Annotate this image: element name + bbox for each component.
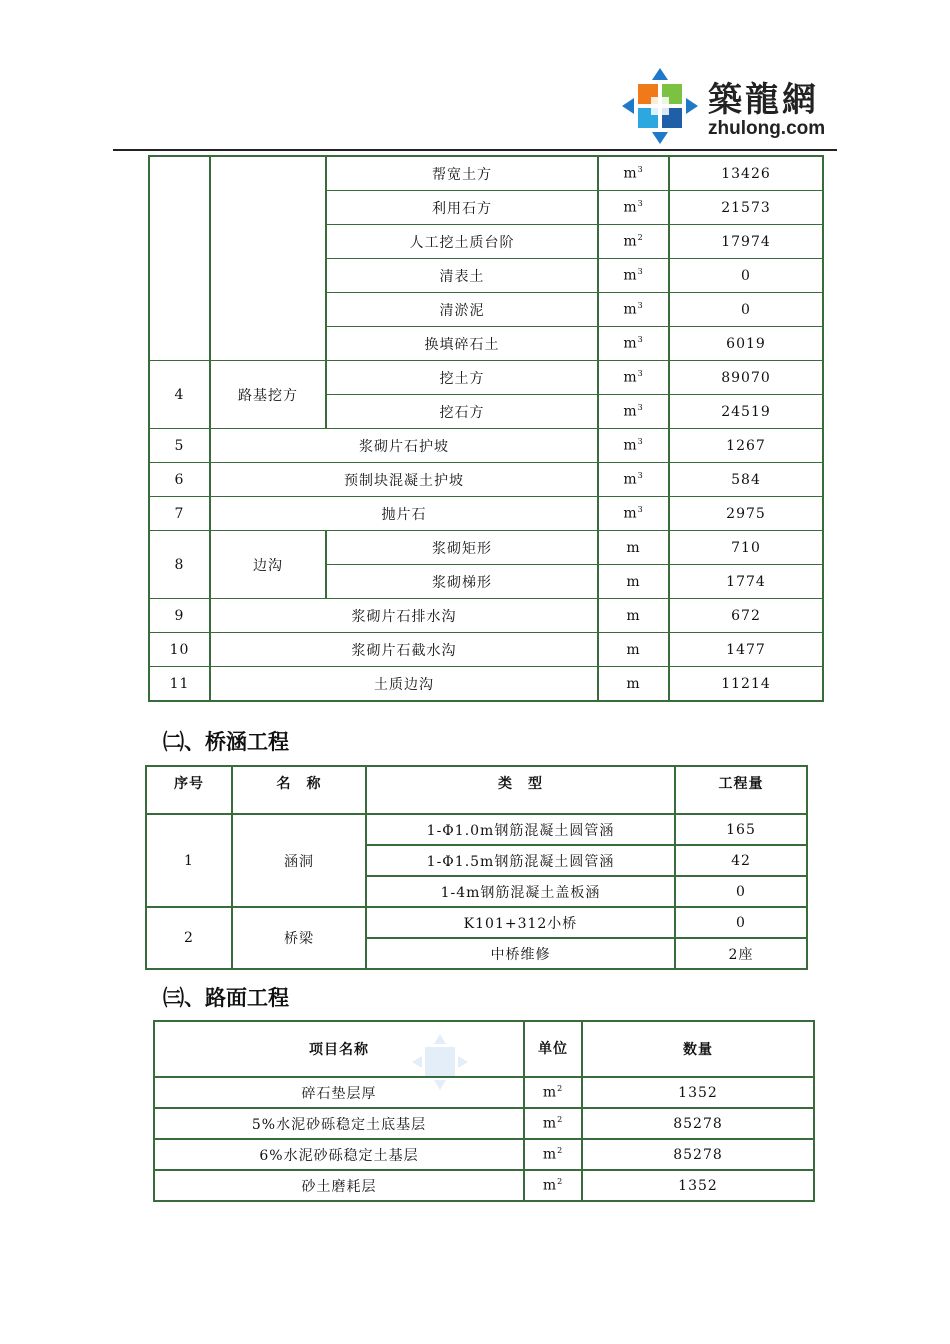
no-cell: 2 <box>146 907 232 969</box>
name-cell: 桥梁 <box>232 907 366 969</box>
qty-cell: 89070 <box>669 361 823 395</box>
qty-cell: 0 <box>675 876 807 907</box>
item-name: 6%水泥砂砾稳定土基层 <box>154 1139 524 1170</box>
qty-cell: 24519 <box>669 395 823 429</box>
no-cell: 5 <box>149 429 210 463</box>
qty-cell: 17974 <box>669 225 823 259</box>
qty-cell: 11214 <box>669 667 823 702</box>
unit-cell: $m^3$ <box>598 497 669 531</box>
item-name: 浆砌片石截水沟 <box>210 633 598 667</box>
no-cell <box>149 156 210 361</box>
unit-cell: $m^3$ <box>598 191 669 225</box>
table-row <box>154 1170 814 1201</box>
unit-cell: $m^2$ <box>524 1170 582 1201</box>
no-cell: 1 <box>146 814 232 907</box>
qty-cell: 584 <box>669 463 823 497</box>
item-name: 挖石方 <box>326 395 598 429</box>
unit-cell: $m^3$ <box>598 429 669 463</box>
item-name: 人工挖土质台阶 <box>326 225 598 259</box>
header-name: 项目名称 <box>154 1021 524 1077</box>
qty-cell: 1352 <box>582 1077 814 1108</box>
unit-cell: $m^3$ <box>598 463 669 497</box>
item-name: 清淤泥 <box>326 293 598 327</box>
header-row <box>146 766 807 814</box>
header-rule <box>113 149 837 151</box>
table-row <box>149 429 823 463</box>
qty-cell: 1477 <box>669 633 823 667</box>
section-title-bridges: ㈡、桥涵工程 <box>163 730 289 754</box>
item-name: 帮宽土方 <box>326 156 598 191</box>
qty-cell: 6019 <box>669 327 823 361</box>
item-name: 换填碎石土 <box>326 327 598 361</box>
table-row <box>154 1108 814 1139</box>
type-cell: K101+312小桥 <box>366 907 675 938</box>
section-title-pavement: ㈢、路面工程 <box>163 986 289 1010</box>
item-name: 土质边沟 <box>210 667 598 702</box>
type-cell: 1-Φ1.5m钢筋混凝土圆管涵 <box>366 845 675 876</box>
qty-cell: 165 <box>675 814 807 845</box>
site-logo <box>620 64 840 150</box>
table-row <box>149 531 823 565</box>
table-row <box>149 633 823 667</box>
logo-emblem-icon <box>620 66 700 146</box>
type-cell: 中桥维修 <box>366 938 675 969</box>
item-name: 碎石垫层厚 <box>154 1077 524 1108</box>
unit-cell: m <box>598 633 669 667</box>
qty-cell: 0 <box>669 259 823 293</box>
header-unit: 单位 <box>524 1021 582 1077</box>
header-no: 序号 <box>146 766 232 814</box>
logo-chinese-text: 築龍網 <box>708 80 819 120</box>
unit-cell: m <box>598 599 669 633</box>
item-name: 抛片石 <box>210 497 598 531</box>
unit-cell: m <box>598 565 669 599</box>
logo-english-text: zhulong.com <box>708 118 826 139</box>
table-row <box>149 497 823 531</box>
unit-cell: $m^3$ <box>598 327 669 361</box>
no-cell: 9 <box>149 599 210 633</box>
qty-cell: 21573 <box>669 191 823 225</box>
unit-cell: $m^3$ <box>598 156 669 191</box>
qty-cell: 13426 <box>669 156 823 191</box>
qty-cell: 710 <box>669 531 823 565</box>
table-row <box>149 667 823 702</box>
item-name: 利用石方 <box>326 191 598 225</box>
roadbed-table <box>148 155 824 702</box>
no-cell: 11 <box>149 667 210 702</box>
unit-cell: $m^2$ <box>524 1077 582 1108</box>
item-name: 挖土方 <box>326 361 598 395</box>
qty-cell: 2座 <box>675 938 807 969</box>
unit-cell: $m^2$ <box>598 225 669 259</box>
group-cell: 路基挖方 <box>210 361 326 429</box>
no-cell: 10 <box>149 633 210 667</box>
header-qty: 数量 <box>582 1021 814 1077</box>
group-cell: 边沟 <box>210 531 326 599</box>
table-row <box>154 1139 814 1170</box>
bridge-culvert-table <box>145 765 808 970</box>
header-qty: 工程量 <box>675 766 807 814</box>
unit-cell: $m^3$ <box>598 293 669 327</box>
pavement-table <box>153 1020 815 1202</box>
watermark-emblem-icon <box>410 1032 470 1092</box>
qty-cell: 1267 <box>669 429 823 463</box>
unit-cell: $m^3$ <box>598 361 669 395</box>
unit-cell: m <box>598 531 669 565</box>
group-cell <box>210 156 326 361</box>
table-row <box>149 156 823 191</box>
item-name: 浆砌片石护坡 <box>210 429 598 463</box>
no-cell: 4 <box>149 361 210 429</box>
item-name: 浆砌片石排水沟 <box>210 599 598 633</box>
name-cell: 涵洞 <box>232 814 366 907</box>
no-cell: 6 <box>149 463 210 497</box>
item-name: 浆砌梯形 <box>326 565 598 599</box>
qty-cell: 42 <box>675 845 807 876</box>
qty-cell: 1774 <box>669 565 823 599</box>
item-name: 5%水泥砂砾稳定土底基层 <box>154 1108 524 1139</box>
type-cell: 1-4m钢筋混凝土盖板涵 <box>366 876 675 907</box>
table-row <box>149 361 823 395</box>
table-row <box>149 599 823 633</box>
unit-cell: $m^3$ <box>598 395 669 429</box>
qty-cell: 2975 <box>669 497 823 531</box>
no-cell: 8 <box>149 531 210 599</box>
item-name: 砂土磨耗层 <box>154 1170 524 1201</box>
qty-cell: 1352 <box>582 1170 814 1201</box>
item-name: 预制块混凝土护坡 <box>210 463 598 497</box>
qty-cell: 85278 <box>582 1139 814 1170</box>
item-name: 清表土 <box>326 259 598 293</box>
table-row <box>149 463 823 497</box>
unit-cell: $m^2$ <box>524 1108 582 1139</box>
qty-cell: 0 <box>669 293 823 327</box>
header-name: 名 称 <box>232 766 366 814</box>
table-row <box>154 1077 814 1108</box>
qty-cell: 0 <box>675 907 807 938</box>
qty-cell: 672 <box>669 599 823 633</box>
unit-cell: $m^2$ <box>524 1139 582 1170</box>
qty-cell: 85278 <box>582 1108 814 1139</box>
table-row <box>146 814 807 845</box>
table-row <box>146 907 807 938</box>
type-cell: 1-Φ1.0m钢筋混凝土圆管涵 <box>366 814 675 845</box>
header-type: 类 型 <box>366 766 675 814</box>
no-cell: 7 <box>149 497 210 531</box>
unit-cell: m <box>598 667 669 702</box>
unit-cell: $m^3$ <box>598 259 669 293</box>
header-row <box>154 1021 814 1077</box>
item-name: 浆砌矩形 <box>326 531 598 565</box>
